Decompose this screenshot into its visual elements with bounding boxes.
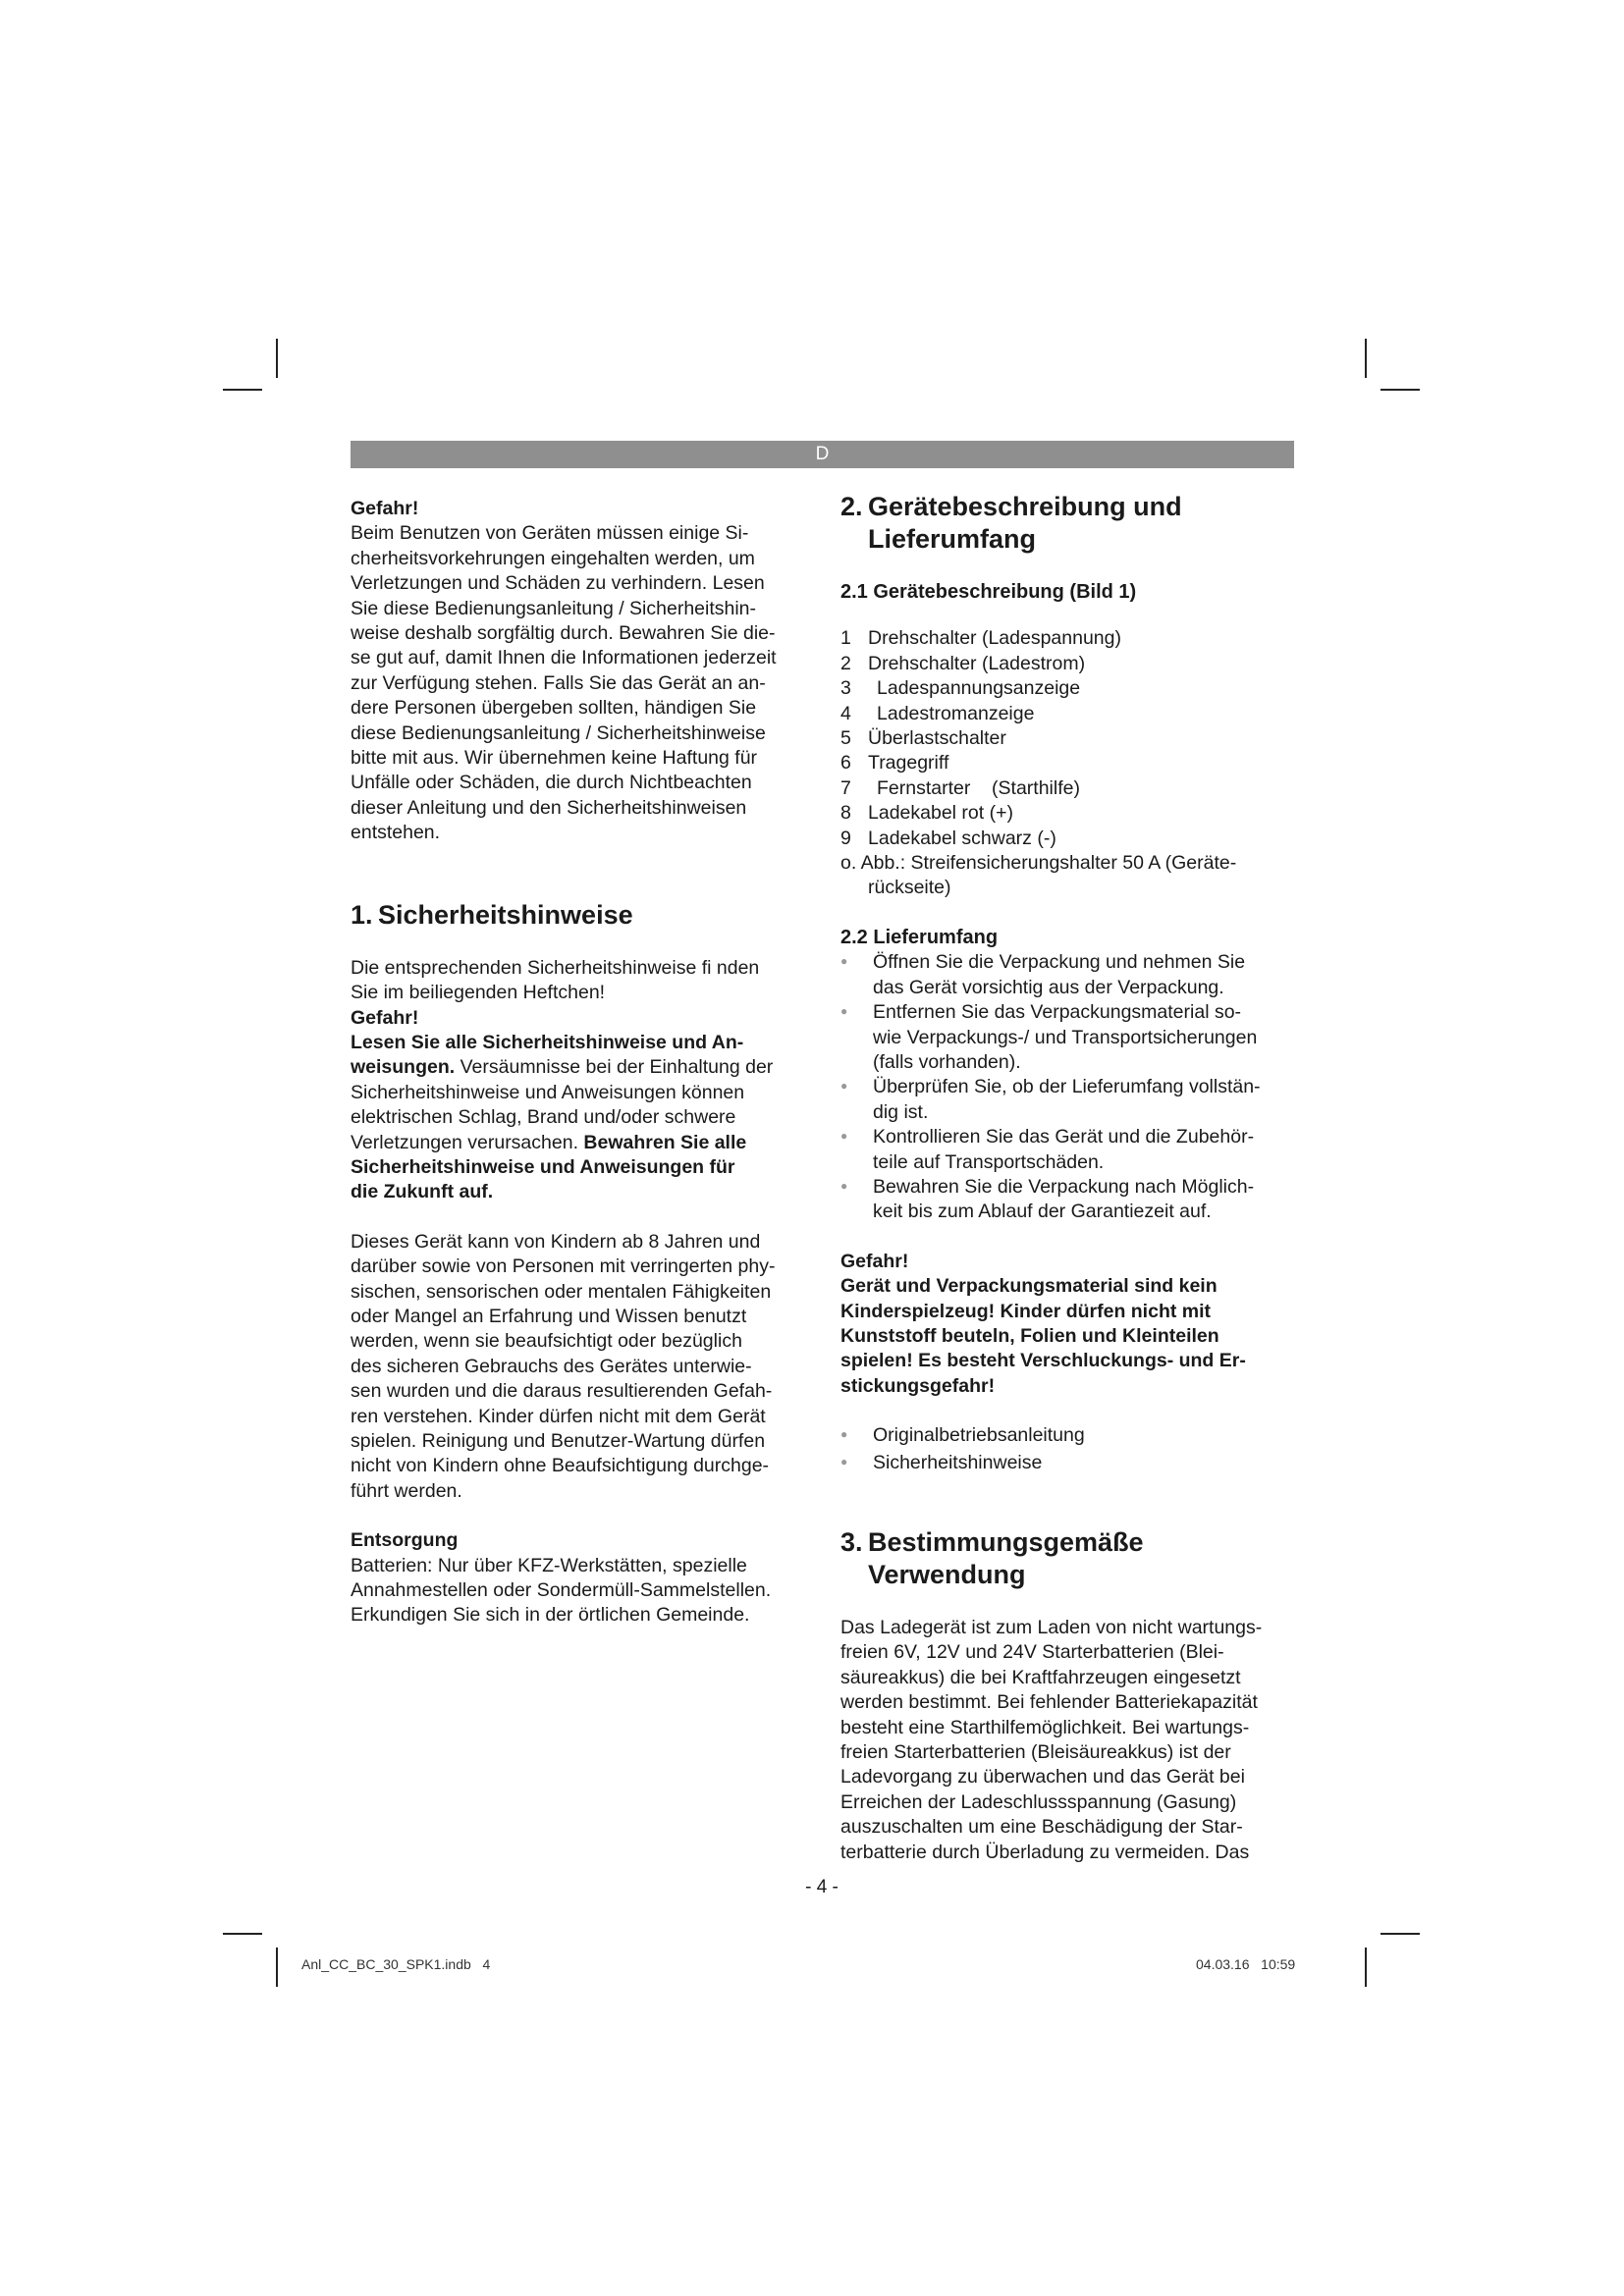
text-line: Sicherheitshinweise und Anweisungen für	[351, 1155, 735, 1178]
crop-mark	[223, 1933, 262, 1935]
text-line: sen wurden und die daraus resultierenden Gefah-	[351, 1380, 773, 1403]
warning-paragraph	[351, 521, 804, 845]
bold-span: Bewahren Sie alle	[583, 1131, 747, 1153]
list-item	[840, 751, 1294, 775]
intended-use-paragraph	[840, 1616, 1294, 1865]
text-line: Überprüfen Sie, ob der Lieferumfang vollstän-	[873, 1076, 1261, 1098]
section-number: 3.	[840, 1527, 863, 1557]
item-text: Originalbetriebsanleitung	[873, 1424, 1085, 1447]
language-tab-label: D	[815, 444, 830, 464]
parts-note	[840, 851, 1294, 901]
text-line: terbatterie durch Überladung zu vermeiden. Das	[840, 1841, 1250, 1863]
list-item	[840, 1125, 1294, 1175]
text-line: wie Verpackungs-/ und Transportsicherungen	[873, 1026, 1258, 1048]
warning-title: Gefahr!	[351, 1006, 419, 1029]
bullet-icon	[840, 1423, 873, 1450]
text-line: Erreichen der Ladeschlussspannung (Gasung)	[840, 1790, 1237, 1813]
section-title: Gerätebeschreibung und	[868, 492, 1182, 521]
item-number: 1	[840, 627, 851, 650]
item-text: Fernstarter (Starthilfe)	[877, 776, 1080, 799]
text-line: Kunststoff beuteln, Folien und Kleinteilen	[840, 1324, 1219, 1347]
text-line: Lesen Sie alle Sicherheitshinweise und An-	[351, 1031, 744, 1053]
text-line: weise deshalb sorgfältig durch. Bewahren Sie die-	[351, 622, 776, 645]
list-item	[840, 676, 1294, 701]
list-item	[840, 702, 1294, 726]
list-item	[840, 1423, 1294, 1450]
text-line: bitte mit aus. Wir übernehmen keine Haftung für	[351, 747, 758, 770]
text-line: besteht eine Starthilfemöglichkeit. Bei wartungs-	[840, 1716, 1250, 1738]
footer-file-name: Anl_CC_BC_30_SPK1.indb 4	[301, 1956, 491, 1972]
text-line: diese Bedienungsanleitung / Sicherheitshinweise	[351, 721, 766, 744]
item-number: 3	[840, 677, 851, 700]
item-number: 5	[840, 727, 851, 750]
section-2-heading	[840, 491, 1294, 556]
section-number: 2.	[840, 492, 863, 521]
text-line: dieser Anleitung und den Sicherheitshinweisen	[351, 796, 747, 819]
text-line: Öffnen Sie die Verpackung und nehmen Sie	[873, 951, 1246, 974]
text-line: keit bis zum Ablauf der Garantiezeit auf.	[873, 1201, 1212, 1223]
text-line: freien Starterbatterien (Bleisäureakkus) ist der	[840, 1741, 1231, 1764]
item-number: 2	[840, 652, 851, 674]
text-line: das Gerät vorsichtig aus der Verpackung.	[873, 976, 1224, 998]
text-line: stickungsgefahr!	[840, 1374, 996, 1397]
text-line: dere Personen übergeben sollten, händigen Sie	[351, 697, 757, 720]
children-paragraph	[351, 1230, 804, 1504]
text-line: Gerät und Verpackungsmaterial sind kein	[840, 1275, 1218, 1298]
text-line: Verletzungen und Schäden zu verhindern. Lesen	[351, 572, 765, 595]
text-line: Bewahren Sie die Verpackung nach Möglich-	[873, 1175, 1255, 1198]
text-line: spielen. Reinigung und Benutzer-Wartung dürfen	[351, 1430, 766, 1452]
text-line: des sicheren Gebrauchs des Gerätes unterwie-	[351, 1355, 752, 1377]
text-line: elektrischen Schlag, Brand und/oder schwere	[351, 1106, 736, 1129]
item-text: Tragegriff	[868, 752, 949, 774]
left-column	[351, 497, 804, 1629]
bold-span: weisungen.	[351, 1056, 456, 1079]
text-line: se gut auf, damit Ihnen die Informationen jederzeit	[351, 647, 777, 669]
item-text: Sicherheitshinweise	[873, 1451, 1043, 1473]
crop-mark	[276, 339, 278, 378]
footer-print-date: 04.03.16 10:59	[1196, 1956, 1296, 1972]
text-line: werden, wenn sie beaufsichtigt oder bezüglich	[351, 1330, 742, 1353]
text-line: dig ist.	[873, 1100, 929, 1123]
crop-mark	[276, 1948, 278, 1987]
text-line: Unfälle oder Schäden, die durch Nichtbeachten	[351, 772, 752, 794]
text-line: (falls vorhanden).	[873, 1050, 1021, 1073]
text-line: zur Verfügung stehen. Falls Sie das Gerät an an-	[351, 671, 766, 694]
section-1-heading	[351, 899, 804, 932]
list-item	[840, 1175, 1294, 1225]
warning-block	[840, 1250, 1294, 1399]
item-text: Ladekabel rot (+)	[868, 802, 1013, 825]
text-line: teile auf Transportschäden.	[873, 1150, 1105, 1173]
text-line: werden bestimmt. Bei fehlender Batteriekapazität	[840, 1691, 1258, 1714]
section-title: Bestimmungsgemäße	[868, 1527, 1144, 1557]
text-line: cherheitsvorkehrungen eingehalten werden, um	[351, 547, 755, 569]
text-line: entstehen.	[351, 822, 441, 844]
list-item	[840, 652, 1294, 676]
disposal-section	[351, 1528, 804, 1629]
text-line: Sie im beiliegenden Heftchen!	[351, 982, 606, 1004]
text-line: Ladevorgang zu überwachen und das Gerät bei	[840, 1766, 1245, 1789]
text-line: Entfernen Sie das Verpackungsmaterial so-	[873, 1001, 1242, 1024]
text-line: säureakkus) die bei Kraftfahrzeugen eingesetzt	[840, 1666, 1241, 1688]
text-line	[351, 1131, 804, 1155]
list-item	[840, 950, 1294, 1000]
item-number: 8	[840, 802, 851, 825]
text-line: oder Mangel an Erfahrung und Wissen benutzt	[351, 1305, 747, 1327]
item-text: Überlastschalter	[868, 727, 1006, 750]
text-line: nicht von Kindern ohne Beaufsichtigung durchge-	[351, 1455, 770, 1477]
text-line: Die entsprechenden Sicherheitshinweise fi nden	[351, 956, 760, 979]
crop-mark	[223, 389, 262, 391]
item-text: Ladespannungsanzeige	[877, 677, 1081, 700]
list-item	[840, 1451, 1294, 1477]
text-line: freien 6V, 12V und 24V Starterbatterien (Blei-	[840, 1641, 1224, 1664]
item-text: Ladekabel schwarz (-)	[868, 827, 1056, 849]
text-line: führt werden.	[351, 1479, 462, 1502]
parts-list	[840, 626, 1294, 851]
right-column	[840, 491, 1294, 1865]
subsection-2-1-title: 2.1 Gerätebeschreibung (Bild 1)	[840, 581, 1137, 603]
subsection-2-2-title: 2.2 Lieferumfang	[840, 926, 999, 948]
bullet-icon	[840, 1075, 873, 1125]
list-item	[840, 801, 1294, 826]
list-item	[840, 776, 1294, 801]
text-line: Dieses Gerät kann von Kindern ab 8 Jahren und	[351, 1230, 761, 1253]
bullet-icon	[840, 1451, 873, 1477]
text-line: o. Abb.: Streifensicherungshalter 50 A (Geräte-	[840, 852, 1237, 875]
safety-intro	[351, 956, 804, 1205]
section-3-heading	[840, 1526, 1294, 1591]
text-line: Das Ladegerät ist zum Laden von nicht wartungs-	[840, 1617, 1263, 1638]
item-number: 4	[840, 702, 851, 724]
item-text: Drehschalter (Ladestrom)	[868, 652, 1086, 674]
item-number: 6	[840, 752, 851, 774]
text-span: Versäumnisse bei der Einhaltung der	[455, 1056, 774, 1079]
item-number: 7	[840, 776, 851, 799]
text-line: Kinderspielzeug! Kinder dürfen nicht mit	[840, 1300, 1212, 1322]
language-tab-bar	[351, 441, 1294, 468]
bullet-icon	[840, 950, 873, 1000]
crop-mark	[1365, 1948, 1367, 1987]
crop-mark	[1380, 389, 1420, 391]
text-line: rückseite)	[868, 877, 951, 899]
list-item	[840, 726, 1294, 751]
warning-title: Gefahr!	[351, 498, 419, 519]
section-title: Sicherheitshinweise	[378, 899, 633, 930]
list-item	[840, 1075, 1294, 1125]
text-line: Sicherheitshinweise und Anweisungen können	[351, 1081, 745, 1103]
crop-mark	[1380, 1933, 1420, 1935]
bullet-icon	[840, 1125, 873, 1175]
text-line	[351, 1055, 804, 1080]
item-text: Drehschalter (Ladespannung)	[868, 627, 1121, 650]
list-item	[840, 1000, 1294, 1075]
item-number: 9	[840, 827, 851, 849]
text-line: ren verstehen. Kinder dürfen nicht mit dem Gerät	[351, 1405, 766, 1427]
list-item	[840, 626, 1294, 651]
included-list	[840, 1423, 1294, 1477]
text-line: darüber sowie von Personen mit verringerten phy-	[351, 1255, 776, 1278]
bullet-icon	[840, 1175, 873, 1225]
text-line: Kontrollieren Sie das Gerät und die Zubehör-	[873, 1126, 1255, 1148]
crop-mark	[1365, 339, 1367, 378]
section-title-continued: Verwendung	[868, 1560, 1026, 1589]
section-number: 1.	[351, 899, 373, 930]
text-line: Sie diese Bedienungsanleitung / Sicherheitshin-	[351, 597, 757, 619]
text-span: Verletzungen verursachen.	[351, 1131, 584, 1153]
text-line: Batterien: Nur über KFZ-Werkstätten, spezielle	[351, 1554, 747, 1576]
section-title-continued: Lieferumfang	[868, 524, 1037, 554]
item-text: Ladestromanzeige	[877, 702, 1035, 724]
disposal-title: Entsorgung	[351, 1529, 459, 1552]
delivery-list	[840, 950, 1294, 1224]
text-line: auszuschalten um eine Beschädigung der Star-	[840, 1816, 1243, 1839]
warning-title: Gefahr!	[840, 1250, 909, 1272]
list-item	[840, 827, 1294, 851]
text-line: Beim Benutzen von Geräten müssen einige Si-	[351, 522, 749, 545]
text-line: die Zukunft auf.	[351, 1181, 494, 1203]
text-line: Annahmestellen oder Sondermüll-Sammelstellen.	[351, 1579, 772, 1602]
text-line: Erkundigen Sie sich in der örtlichen Gemeinde.	[351, 1604, 750, 1627]
page-number: - 4 -	[805, 1877, 839, 1897]
bullet-icon	[840, 1000, 873, 1075]
text-line: spielen! Es besteht Verschluckungs- und Er-	[840, 1350, 1246, 1372]
text-line: sischen, sensorischen oder mentalen Fähigkeiten	[351, 1280, 772, 1303]
